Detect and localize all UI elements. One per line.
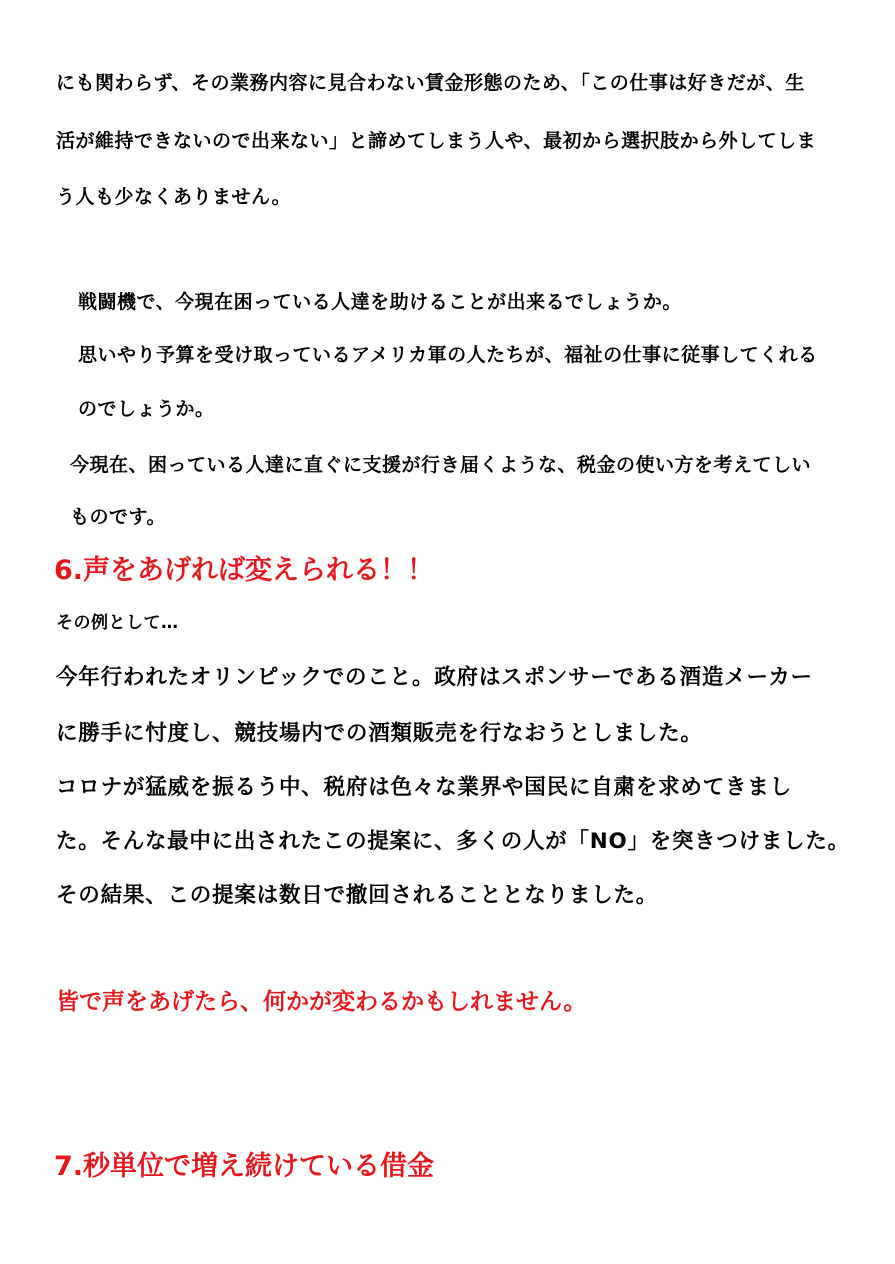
section-6-intro: その例として… <box>56 613 179 633</box>
wish-line-1: 今現在、困っている人達に直ぐに支援が行き届くような、税金の使い方を考えてしい <box>70 454 812 476</box>
question-line-1: 戦闘機で、今現在困っている人達を助けることが出来るでしょうか。 <box>78 291 682 313</box>
section-6-callout: 皆で声をあげたら、何かが変わるかもしれません。 <box>56 989 587 1015</box>
intro-line-1: にも関わらず、その業務内容に見合わない賃金形態のため、「この仕事は好きだが、生 <box>56 72 805 94</box>
section-6-heading: 6.声をあげれば変えられる！！ <box>54 555 435 586</box>
section-6-line-1: 今年行われたオリンピックでのこと。政府はスポンサーである酒造メーカー <box>56 665 813 690</box>
section-6-line-5: その結果、この提案は数日で撤回されることとなりました。 <box>56 883 659 908</box>
question-line-2: 思いやり予算を受け取っているアメリカ軍の人たちが、福祉の仕事に従事してくれる <box>78 344 818 366</box>
section-6-line-2: に勝手に忖度し、競技場内での酒類販売を行なおうとしました。 <box>56 721 703 746</box>
section-6-line-4: た。そんな最中に出されたこの提案に、多くの人が「NO」を突きつけました。 <box>56 829 850 854</box>
section-6-line-3: コロナが猛威を振るう中、税府は色々な業界や国民に自粛を求めてきまし <box>56 775 792 800</box>
question-line-3: のでしょうか。 <box>78 398 215 420</box>
section-7-heading: 7.秒単位で増え続けている借金 <box>54 1151 435 1182</box>
intro-line-2: 活が維持できないので出来ない」と諦めてしまう人や、最初から選択肢から外してしま <box>56 130 817 152</box>
wish-line-2: ものです。 <box>70 506 166 528</box>
intro-line-3: う人も少なくありません。 <box>56 186 292 208</box>
